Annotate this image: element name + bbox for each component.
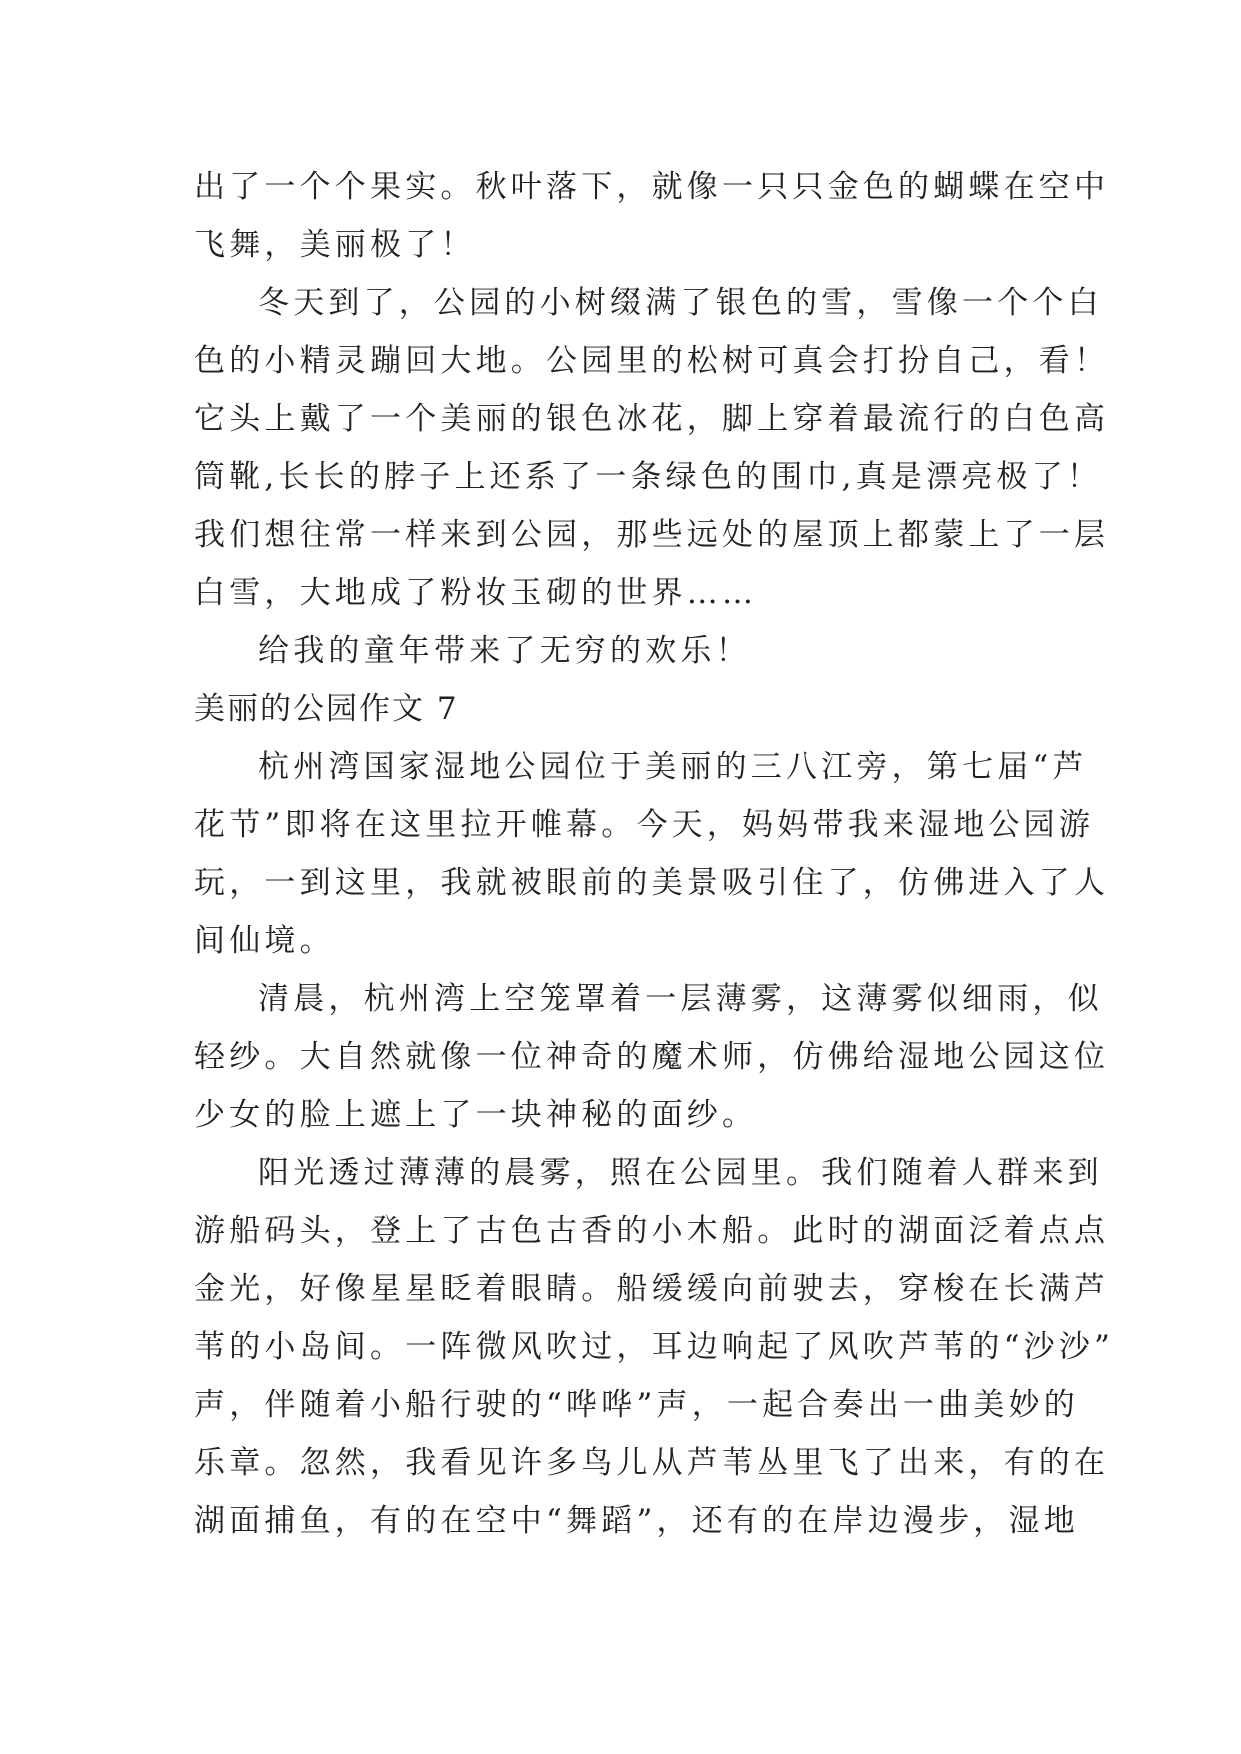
text-line: 金光，好像星星眨着眼睛。船缓缓向前驶去，穿梭在长满芦 xyxy=(194,1271,1110,1307)
text-line: 飞舞，美丽极了！ xyxy=(194,227,476,263)
text-line: 筒靴,长长的脖子上还系了一条绿色的围巾,真是漂亮极了！ xyxy=(194,459,1103,495)
text-line: 白雪，大地成了粉妆玉砌的世界…… xyxy=(194,575,758,611)
text-line: 花节”即将在这里拉开帷幕。今天，妈妈带我来湿地公园游 xyxy=(194,807,1095,843)
text-line: 色的小精灵蹦回大地。公园里的松树可真会打扮自己，看！ xyxy=(194,343,1110,379)
text-line: 阳光透过薄薄的晨雾，照在公园里。我们随着人群来到 xyxy=(258,1155,1103,1191)
text-line: 声，伴随着小船行驶的“哗哗”声，一起合奏出一曲美妙的 xyxy=(194,1387,1079,1423)
text-line: 轻纱。大自然就像一位神奇的魔术师，仿佛给湿地公园这位 xyxy=(194,1039,1110,1075)
text-line: 冬天到了，公园的小树缀满了银色的雪，雪像一个个白 xyxy=(258,285,1103,321)
text-line: 出了一个个果实。秋叶落下，就像一只只金色的蝴蝶在空中 xyxy=(194,169,1110,205)
section-heading: 美丽的公园作文 7 xyxy=(194,691,459,727)
text-line: 它头上戴了一个美丽的银色冰花，脚上穿着最流行的白色高 xyxy=(194,401,1110,437)
text-line: 杭州湾国家湿地公园位于美丽的三八江旁，第七届“芦 xyxy=(258,749,1088,785)
document-body xyxy=(194,158,1115,1550)
text-line: 少女的脸上遮上了一块神秘的面纱。 xyxy=(194,1097,758,1133)
text-line: 间仙境。 xyxy=(194,923,335,959)
text-line: 游船码头，登上了古色古香的小木船。此时的湖面泛着点点 xyxy=(194,1213,1110,1249)
text-line: 我们想往常一样来到公园，那些远处的屋顶上都蒙上了一层 xyxy=(194,517,1110,553)
text-line: 乐章。忽然，我看见许多鸟儿从芦苇丛里飞了出来，有的在 xyxy=(194,1445,1110,1481)
text-line: 湖面捕鱼，有的在空中“舞蹈”，还有的在岸边漫步，湿地 xyxy=(194,1503,1079,1539)
text-line: 给我的童年带来了无穷的欢乐！ xyxy=(258,633,751,669)
text-line: 苇的小岛间。一阵微风吹过，耳边响起了风吹芦苇的“沙沙” xyxy=(194,1329,1115,1365)
text-line: 玩，一到这里，我就被眼前的美景吸引住了，仿佛进入了人 xyxy=(194,865,1110,901)
text-line: 清晨，杭州湾上空笼罩着一层薄雾，这薄雾似细雨，似 xyxy=(258,981,1103,1017)
